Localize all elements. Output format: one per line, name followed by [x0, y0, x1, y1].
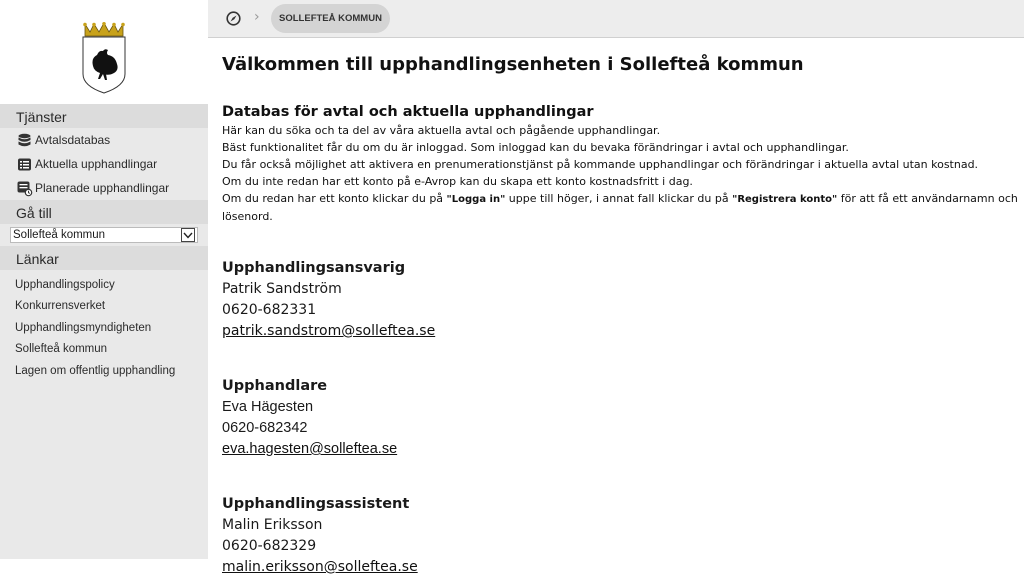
contact-email-link[interactable]: eva.hagesten@solleftea.se — [222, 441, 398, 457]
contact-email-link[interactable]: patrik.sandstrom@solleftea.se — [222, 323, 436, 339]
breadcrumb-item[interactable]: SOLLEFTEÅ KOMMUN — [271, 4, 390, 33]
contact-block-upphandlare — [222, 376, 1022, 460]
chevron-right-icon: › — [254, 9, 260, 25]
sidebar-item-label: Planerade upphandlingar — [35, 181, 170, 195]
sidebar-item-label: Aktuella upphandlingar — [35, 157, 158, 171]
sidebar-item-aktuella-upphandlingar[interactable] — [0, 152, 208, 176]
sidebar-link-upphandlingsmyndigheten[interactable]: Upphandlingsmyndigheten — [15, 321, 152, 334]
list-icon — [17, 157, 32, 172]
contact-role: Upphandlare — [222, 378, 328, 394]
planned-list-icon — [17, 181, 32, 196]
sidebar-link-lagen-om-offentlig-upphandling[interactable]: Lagen om offentlig upphandling — [15, 364, 176, 377]
contact-role: Upphandlingsansvarig — [222, 260, 406, 276]
coat-of-arms-logo — [81, 22, 127, 94]
login-text-part: Om du redan har ett konto klickar du på — [222, 192, 447, 205]
login-instructions — [222, 190, 1022, 225]
sidebar-link-konkurrensverket[interactable]: Konkurrensverket — [15, 300, 106, 313]
intro-line: Om du inte redan har ett konto på e-Avrop kan du skapa ett konto kostnadsfritt i dag. — [222, 175, 693, 188]
contact-name: Malin Eriksson — [222, 517, 323, 533]
login-text-part: för att få ett användarnamn och lösenord. — [222, 192, 1018, 223]
sidebar-item-label: Avtalsdatabas — [35, 133, 111, 147]
login-keyword: "Logga in" — [446, 194, 506, 205]
login-text-part: uppe till höger, i annat fall klickar du på — [505, 192, 733, 205]
compass-icon[interactable] — [226, 11, 241, 26]
sidebar-link-upphandlingspolicy[interactable]: Upphandlingspolicy — [15, 278, 115, 291]
intro-line: Här kan du söka och ta del av våra aktuella avtal och pågående upphandlingar. — [222, 124, 661, 137]
chevron-down-icon[interactable] — [181, 228, 195, 242]
intro-text — [222, 122, 1022, 225]
sidebar-item-planerade-upphandlingar[interactable] — [0, 176, 208, 200]
contact-phone: 0620-682342 — [222, 420, 308, 436]
contact-block-upphandlingsassistent — [222, 494, 1022, 578]
sidebar-link-solleftea-kommun[interactable]: Sollefteå kommun — [15, 343, 108, 356]
section-heading-ga-till: Gå till — [0, 200, 208, 224]
contact-phone: 0620-682331 — [222, 302, 317, 318]
breadcrumb — [208, 0, 1024, 38]
sidebar-item-avtalsdatabas[interactable] — [0, 128, 208, 152]
contact-block-upphandlingsansvarig — [222, 258, 1022, 342]
goto-selected-value: Sollefteå kommun — [13, 229, 106, 241]
register-keyword: "Registrera konto" — [732, 194, 838, 205]
database-icon — [17, 133, 32, 148]
page-title: Välkommen till upphandlingsenheten i Sollefteå kommun — [222, 54, 804, 75]
contact-phone: 0620-682329 — [222, 538, 317, 554]
goto-select[interactable] — [10, 227, 198, 243]
contact-name: Patrik Sandström — [222, 281, 342, 297]
main-content — [222, 38, 1022, 578]
sidebar — [0, 0, 208, 559]
contact-role: Upphandlingsassistent — [222, 496, 410, 512]
logo-area — [0, 0, 208, 104]
contact-name: Eva Hägesten — [222, 399, 314, 415]
database-heading: Databas för avtal och aktuella upphandlingar — [222, 104, 594, 120]
contact-email-link[interactable]: malin.eriksson@solleftea.se — [222, 559, 418, 575]
intro-line: Du får också möjlighet att aktivera en prenumerationstjänst på kommande upphandlingar och förändringar i aktuella avtal utan kostnad. — [222, 158, 979, 171]
section-heading-lankar: Länkar — [0, 246, 208, 270]
intro-line: Bäst funktionalitet får du om du är inloggad. Som inloggad kan du bevaka förändringar i avtal och upphandlingar. — [222, 141, 849, 154]
section-heading-tjanster: Tjänster — [0, 104, 208, 128]
